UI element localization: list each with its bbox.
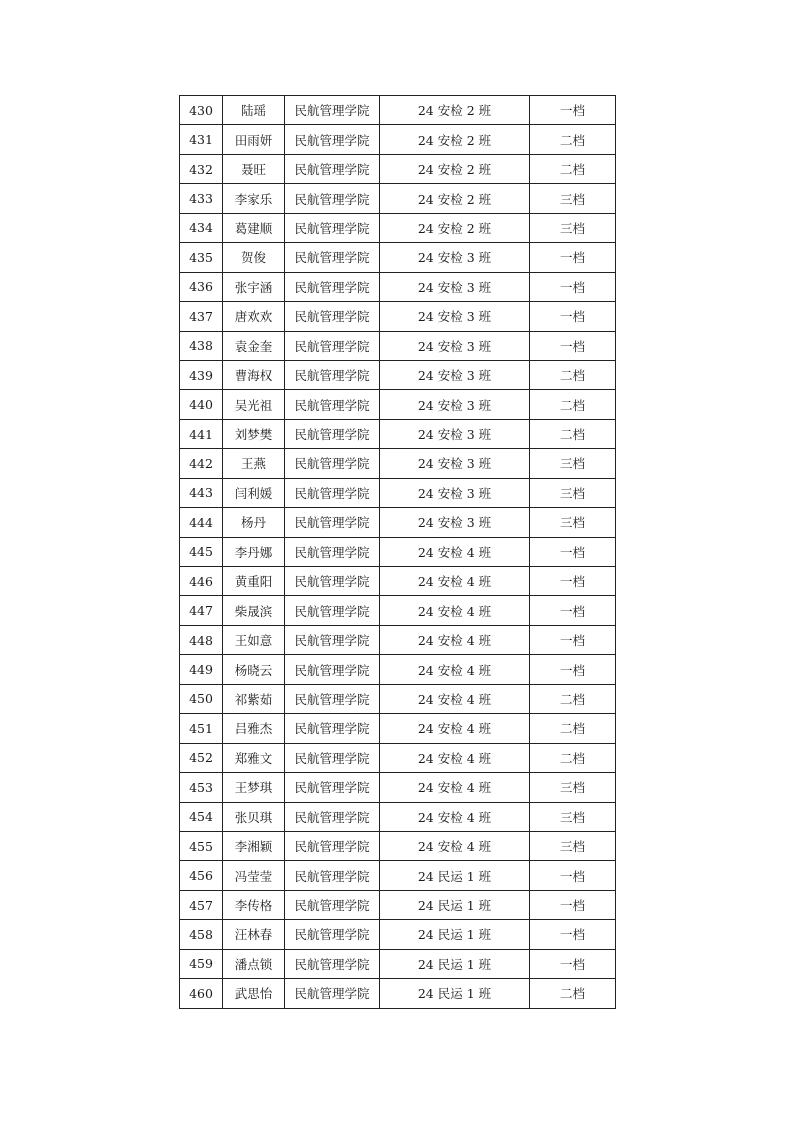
student-name-cell: 武思怡 bbox=[223, 979, 285, 1008]
tier-cell: 一档 bbox=[530, 625, 616, 654]
tier-cell: 三档 bbox=[530, 773, 616, 802]
row-number-cell: 441 bbox=[180, 419, 223, 448]
tier-cell: 三档 bbox=[530, 478, 616, 507]
school-cell: 民航管理学院 bbox=[285, 655, 380, 684]
student-name-cell: 张贝琪 bbox=[223, 802, 285, 831]
school-cell: 民航管理学院 bbox=[285, 390, 380, 419]
tier-cell: 三档 bbox=[530, 508, 616, 537]
row-number-cell: 438 bbox=[180, 331, 223, 360]
row-number-cell: 448 bbox=[180, 625, 223, 654]
tier-cell: 二档 bbox=[530, 154, 616, 183]
roster-table-body bbox=[180, 96, 616, 1009]
table-row bbox=[180, 920, 616, 949]
table-row bbox=[180, 243, 616, 272]
tier-cell: 二档 bbox=[530, 390, 616, 419]
class-cell: 24 安检 3 班 bbox=[380, 272, 530, 301]
table-row bbox=[180, 360, 616, 389]
school-cell: 民航管理学院 bbox=[285, 360, 380, 389]
table-row bbox=[180, 802, 616, 831]
tier-cell: 一档 bbox=[530, 890, 616, 919]
class-cell: 24 安检 4 班 bbox=[380, 684, 530, 713]
student-name-cell: 郑雅文 bbox=[223, 743, 285, 772]
school-cell: 民航管理学院 bbox=[285, 243, 380, 272]
tier-cell: 一档 bbox=[530, 861, 616, 890]
class-cell: 24 安检 3 班 bbox=[380, 419, 530, 448]
row-number-cell: 431 bbox=[180, 125, 223, 154]
tier-cell: 一档 bbox=[530, 567, 616, 596]
class-cell: 24 安检 3 班 bbox=[380, 331, 530, 360]
school-cell: 民航管理学院 bbox=[285, 890, 380, 919]
table-row bbox=[180, 96, 616, 125]
row-number-cell: 442 bbox=[180, 449, 223, 478]
table-row bbox=[180, 213, 616, 242]
student-name-cell: 刘梦樊 bbox=[223, 419, 285, 448]
school-cell: 民航管理学院 bbox=[285, 331, 380, 360]
table-row bbox=[180, 537, 616, 566]
table-row bbox=[180, 979, 616, 1008]
class-cell: 24 安检 3 班 bbox=[380, 508, 530, 537]
school-cell: 民航管理学院 bbox=[285, 920, 380, 949]
class-cell: 24 安检 3 班 bbox=[380, 449, 530, 478]
student-name-cell: 聂旺 bbox=[223, 154, 285, 183]
student-name-cell: 吕雅杰 bbox=[223, 714, 285, 743]
row-number-cell: 432 bbox=[180, 154, 223, 183]
student-name-cell: 唐欢欢 bbox=[223, 302, 285, 331]
class-cell: 24 安检 4 班 bbox=[380, 655, 530, 684]
student-name-cell: 汪林春 bbox=[223, 920, 285, 949]
school-cell: 民航管理学院 bbox=[285, 714, 380, 743]
class-cell: 24 安检 4 班 bbox=[380, 831, 530, 860]
student-name-cell: 曹海权 bbox=[223, 360, 285, 389]
class-cell: 24 民运 1 班 bbox=[380, 979, 530, 1008]
row-number-cell: 460 bbox=[180, 979, 223, 1008]
student-name-cell: 王梦琪 bbox=[223, 773, 285, 802]
row-number-cell: 451 bbox=[180, 714, 223, 743]
school-cell: 民航管理学院 bbox=[285, 831, 380, 860]
tier-cell: 二档 bbox=[530, 743, 616, 772]
row-number-cell: 447 bbox=[180, 596, 223, 625]
row-number-cell: 456 bbox=[180, 861, 223, 890]
school-cell: 民航管理学院 bbox=[285, 567, 380, 596]
table-row bbox=[180, 714, 616, 743]
row-number-cell: 446 bbox=[180, 567, 223, 596]
student-name-cell: 葛建顺 bbox=[223, 213, 285, 242]
row-number-cell: 453 bbox=[180, 773, 223, 802]
tier-cell: 三档 bbox=[530, 213, 616, 242]
row-number-cell: 443 bbox=[180, 478, 223, 507]
table-row bbox=[180, 684, 616, 713]
tier-cell: 一档 bbox=[530, 655, 616, 684]
row-number-cell: 439 bbox=[180, 360, 223, 389]
row-number-cell: 437 bbox=[180, 302, 223, 331]
student-name-cell: 黄重阳 bbox=[223, 567, 285, 596]
student-name-cell: 张宇涵 bbox=[223, 272, 285, 301]
table-row bbox=[180, 743, 616, 772]
tier-cell: 二档 bbox=[530, 979, 616, 1008]
table-row bbox=[180, 302, 616, 331]
row-number-cell: 444 bbox=[180, 508, 223, 537]
tier-cell: 三档 bbox=[530, 449, 616, 478]
table-row bbox=[180, 625, 616, 654]
tier-cell: 一档 bbox=[530, 949, 616, 978]
tier-cell: 二档 bbox=[530, 714, 616, 743]
table-row bbox=[180, 272, 616, 301]
class-cell: 24 安检 4 班 bbox=[380, 625, 530, 654]
row-number-cell: 459 bbox=[180, 949, 223, 978]
student-name-cell: 闫利媛 bbox=[223, 478, 285, 507]
class-cell: 24 安检 2 班 bbox=[380, 184, 530, 213]
tier-cell: 二档 bbox=[530, 684, 616, 713]
school-cell: 民航管理学院 bbox=[285, 596, 380, 625]
row-number-cell: 433 bbox=[180, 184, 223, 213]
class-cell: 24 民运 1 班 bbox=[380, 861, 530, 890]
class-cell: 24 安检 4 班 bbox=[380, 743, 530, 772]
tier-cell: 三档 bbox=[530, 184, 616, 213]
table-row bbox=[180, 390, 616, 419]
table-row bbox=[180, 508, 616, 537]
class-cell: 24 安检 2 班 bbox=[380, 213, 530, 242]
school-cell: 民航管理学院 bbox=[285, 802, 380, 831]
class-cell: 24 安检 2 班 bbox=[380, 154, 530, 183]
tier-cell: 二档 bbox=[530, 360, 616, 389]
class-cell: 24 安检 4 班 bbox=[380, 773, 530, 802]
student-name-cell: 李传格 bbox=[223, 890, 285, 919]
class-cell: 24 安检 4 班 bbox=[380, 537, 530, 566]
student-name-cell: 王燕 bbox=[223, 449, 285, 478]
student-name-cell: 李湘颖 bbox=[223, 831, 285, 860]
class-cell: 24 安检 3 班 bbox=[380, 390, 530, 419]
table-row bbox=[180, 419, 616, 448]
table-row bbox=[180, 861, 616, 890]
table-row bbox=[180, 478, 616, 507]
tier-cell: 三档 bbox=[530, 802, 616, 831]
table-row bbox=[180, 655, 616, 684]
student-name-cell: 吴光祖 bbox=[223, 390, 285, 419]
row-number-cell: 430 bbox=[180, 96, 223, 125]
row-number-cell: 450 bbox=[180, 684, 223, 713]
school-cell: 民航管理学院 bbox=[285, 184, 380, 213]
roster-table bbox=[179, 95, 616, 1009]
tier-cell: 一档 bbox=[530, 243, 616, 272]
school-cell: 民航管理学院 bbox=[285, 625, 380, 654]
row-number-cell: 445 bbox=[180, 537, 223, 566]
class-cell: 24 安检 3 班 bbox=[380, 302, 530, 331]
school-cell: 民航管理学院 bbox=[285, 213, 380, 242]
school-cell: 民航管理学院 bbox=[285, 861, 380, 890]
school-cell: 民航管理学院 bbox=[285, 449, 380, 478]
tier-cell: 一档 bbox=[530, 272, 616, 301]
school-cell: 民航管理学院 bbox=[285, 773, 380, 802]
student-name-cell: 潘点锁 bbox=[223, 949, 285, 978]
table-row bbox=[180, 184, 616, 213]
student-name-cell: 袁金奎 bbox=[223, 331, 285, 360]
school-cell: 民航管理学院 bbox=[285, 96, 380, 125]
student-name-cell: 李家乐 bbox=[223, 184, 285, 213]
student-name-cell: 柴晟滨 bbox=[223, 596, 285, 625]
class-cell: 24 安检 3 班 bbox=[380, 243, 530, 272]
tier-cell: 二档 bbox=[530, 419, 616, 448]
row-number-cell: 434 bbox=[180, 213, 223, 242]
student-name-cell: 田雨妍 bbox=[223, 125, 285, 154]
table-row bbox=[180, 890, 616, 919]
table-row bbox=[180, 331, 616, 360]
student-name-cell: 冯莹莹 bbox=[223, 861, 285, 890]
class-cell: 24 安检 4 班 bbox=[380, 567, 530, 596]
student-name-cell: 陆瑶 bbox=[223, 96, 285, 125]
class-cell: 24 安检 3 班 bbox=[380, 360, 530, 389]
school-cell: 民航管理学院 bbox=[285, 508, 380, 537]
class-cell: 24 安检 4 班 bbox=[380, 802, 530, 831]
class-cell: 24 安检 3 班 bbox=[380, 478, 530, 507]
school-cell: 民航管理学院 bbox=[285, 684, 380, 713]
table-row bbox=[180, 831, 616, 860]
tier-cell: 一档 bbox=[530, 331, 616, 360]
student-name-cell: 李丹娜 bbox=[223, 537, 285, 566]
table-row bbox=[180, 449, 616, 478]
tier-cell: 一档 bbox=[530, 537, 616, 566]
class-cell: 24 安检 4 班 bbox=[380, 596, 530, 625]
tier-cell: 三档 bbox=[530, 831, 616, 860]
school-cell: 民航管理学院 bbox=[285, 419, 380, 448]
school-cell: 民航管理学院 bbox=[285, 478, 380, 507]
row-number-cell: 452 bbox=[180, 743, 223, 772]
table-row bbox=[180, 773, 616, 802]
school-cell: 民航管理学院 bbox=[285, 302, 380, 331]
student-name-cell: 杨丹 bbox=[223, 508, 285, 537]
school-cell: 民航管理学院 bbox=[285, 949, 380, 978]
row-number-cell: 449 bbox=[180, 655, 223, 684]
class-cell: 24 安检 2 班 bbox=[380, 125, 530, 154]
school-cell: 民航管理学院 bbox=[285, 125, 380, 154]
student-name-cell: 王如意 bbox=[223, 625, 285, 654]
row-number-cell: 435 bbox=[180, 243, 223, 272]
school-cell: 民航管理学院 bbox=[285, 537, 380, 566]
tier-cell: 一档 bbox=[530, 96, 616, 125]
school-cell: 民航管理学院 bbox=[285, 979, 380, 1008]
student-name-cell: 祁紫茹 bbox=[223, 684, 285, 713]
table-row bbox=[180, 567, 616, 596]
class-cell: 24 民运 1 班 bbox=[380, 920, 530, 949]
class-cell: 24 民运 1 班 bbox=[380, 949, 530, 978]
row-number-cell: 455 bbox=[180, 831, 223, 860]
row-number-cell: 436 bbox=[180, 272, 223, 301]
row-number-cell: 457 bbox=[180, 890, 223, 919]
school-cell: 民航管理学院 bbox=[285, 154, 380, 183]
school-cell: 民航管理学院 bbox=[285, 272, 380, 301]
class-cell: 24 安检 2 班 bbox=[380, 96, 530, 125]
row-number-cell: 454 bbox=[180, 802, 223, 831]
tier-cell: 一档 bbox=[530, 596, 616, 625]
row-number-cell: 458 bbox=[180, 920, 223, 949]
student-name-cell: 杨晓云 bbox=[223, 655, 285, 684]
table-row bbox=[180, 949, 616, 978]
tier-cell: 二档 bbox=[530, 125, 616, 154]
row-number-cell: 440 bbox=[180, 390, 223, 419]
class-cell: 24 民运 1 班 bbox=[380, 890, 530, 919]
table-row bbox=[180, 125, 616, 154]
table-row bbox=[180, 154, 616, 183]
school-cell: 民航管理学院 bbox=[285, 743, 380, 772]
tier-cell: 一档 bbox=[530, 302, 616, 331]
tier-cell: 一档 bbox=[530, 920, 616, 949]
class-cell: 24 安检 4 班 bbox=[380, 714, 530, 743]
student-name-cell: 贺俊 bbox=[223, 243, 285, 272]
table-row bbox=[180, 596, 616, 625]
